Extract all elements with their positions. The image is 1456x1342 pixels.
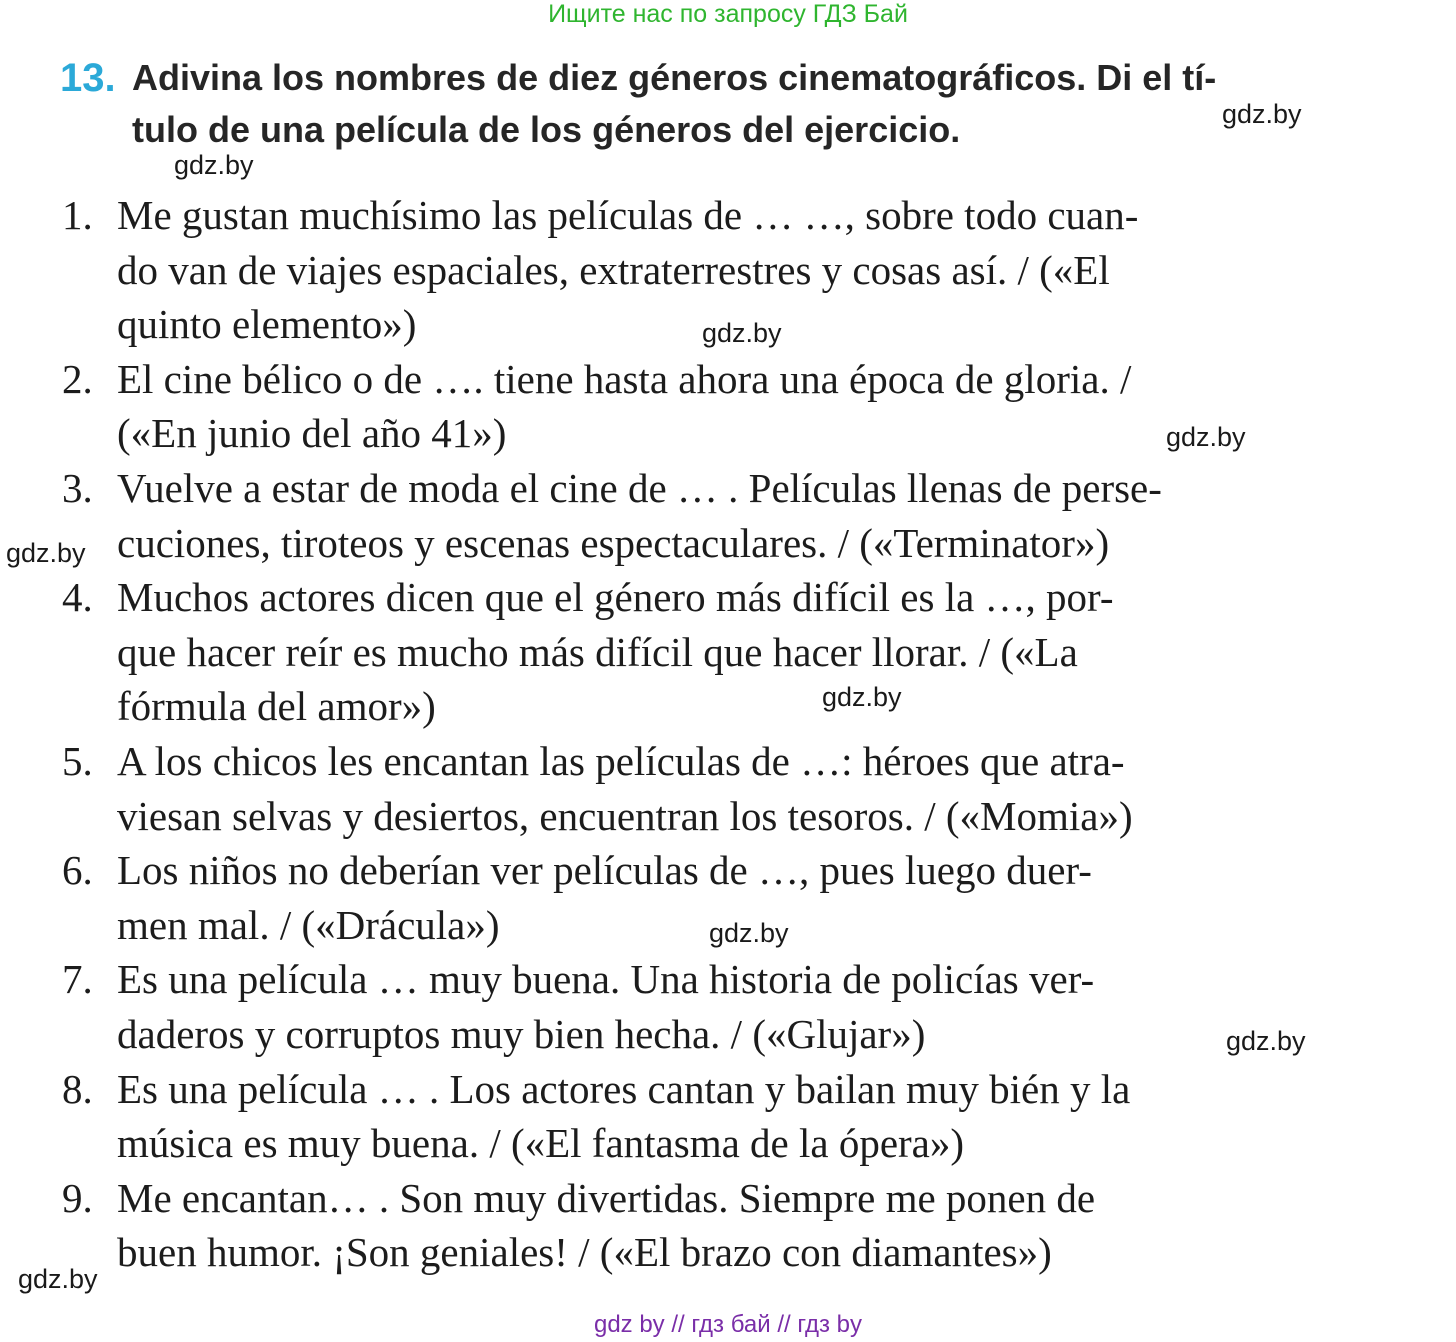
watermark: gdz.by — [1226, 1026, 1306, 1056]
item-line: viesan selvas y desiertos, encuentran los tesoros. / («Momia») — [117, 792, 1133, 839]
item-number: 6. — [62, 847, 93, 894]
item-line: («En junio del año 41») — [117, 410, 507, 457]
exercise-title-line: Adivina los nombres de diez géneros cinematográficos. Di el tí- — [132, 57, 1217, 98]
watermark: gdz.by — [709, 918, 789, 948]
exercise-number: 13. — [60, 56, 116, 100]
item-line: Los niños no deberían ver películas de …, pues luego duer- — [117, 847, 1092, 894]
item-line: música es muy buena. / («El fantasma de la ópera») — [117, 1120, 965, 1167]
item-number: 9. — [62, 1174, 93, 1221]
footer-links[interactable]: gdz by // гдз бай // гдз by — [593, 1311, 863, 1338]
watermark: gdz.by — [1166, 422, 1246, 452]
item-number: 2. — [62, 355, 93, 402]
exercise-item — [0, 843, 1395, 952]
watermark: gdz.by — [822, 682, 902, 712]
item-line: Es una película … muy buena. Una historia de policías ver- — [117, 956, 1095, 1003]
exercise-item — [0, 461, 1395, 570]
item-line: A los chicos les encantan las películas de …: héroes que atra- — [117, 737, 1125, 784]
item-number: 8. — [62, 1065, 93, 1112]
item-line: buen humor. ¡Son geniales! / («El brazo con diamantes») — [117, 1229, 1052, 1276]
exercise-items — [0, 188, 1456, 1280]
item-number: 1. — [62, 192, 93, 238]
item-number: 7. — [62, 956, 93, 1003]
item-line: quinto elemento») — [117, 301, 417, 348]
watermark: gdz.by — [6, 538, 86, 568]
item-number: 3. — [62, 464, 93, 511]
watermark: gdz.by — [174, 150, 254, 180]
item-line: Me gustan muchísimo las películas de … …, sobre todo cuan- — [117, 192, 1139, 238]
item-line: Es una película … . Los actores cantan y bailan muy bién y la — [117, 1065, 1131, 1112]
item-line: daderos y corruptos muy bien hecha. / («Glujar») — [117, 1010, 926, 1057]
item-line: fórmula del amor») — [117, 683, 436, 730]
item-line: Me encantan… . Son muy divertidas. Siempre me ponen de — [117, 1174, 1096, 1221]
item-number: 5. — [62, 737, 93, 784]
item-line: Muchos actores dicen que el género más difícil es la …, por- — [117, 574, 1114, 621]
exercise-item — [0, 1171, 1395, 1280]
exercise-item — [0, 734, 1395, 843]
watermark: gdz.by — [1222, 99, 1302, 129]
exercise-title-line: tulo de una película de los géneros del ejercicio. — [132, 109, 961, 150]
item-line: que hacer reír es mucho más difícil que hacer llorar. / («La — [117, 628, 1078, 675]
item-line: El cine bélico o de …. tiene hasta ahora una época de gloria. / — [117, 355, 1132, 402]
item-line: cuciones, tiroteos y escenas espectaculares. / («Terminator») — [117, 519, 1110, 566]
item-line: do van de viajes espaciales, extraterrestres y cosas así. / («El — [117, 246, 1110, 293]
exercise-item — [0, 570, 1395, 734]
item-line: men mal. / («Drácula») — [117, 901, 500, 948]
watermark: gdz.by — [18, 1264, 98, 1294]
top-banner[interactable]: Ищите нас по запросу ГДЗ Бай — [548, 0, 908, 28]
watermark: gdz.by — [702, 318, 782, 348]
exercise-item — [0, 952, 1395, 1061]
item-number: 4. — [62, 574, 93, 621]
exercise-item — [0, 188, 1395, 352]
exercise-item — [0, 1062, 1395, 1171]
exercise-title — [132, 52, 1400, 156]
item-line: Vuelve a estar de moda el cine de … . Películas llenas de perse- — [117, 464, 1162, 511]
